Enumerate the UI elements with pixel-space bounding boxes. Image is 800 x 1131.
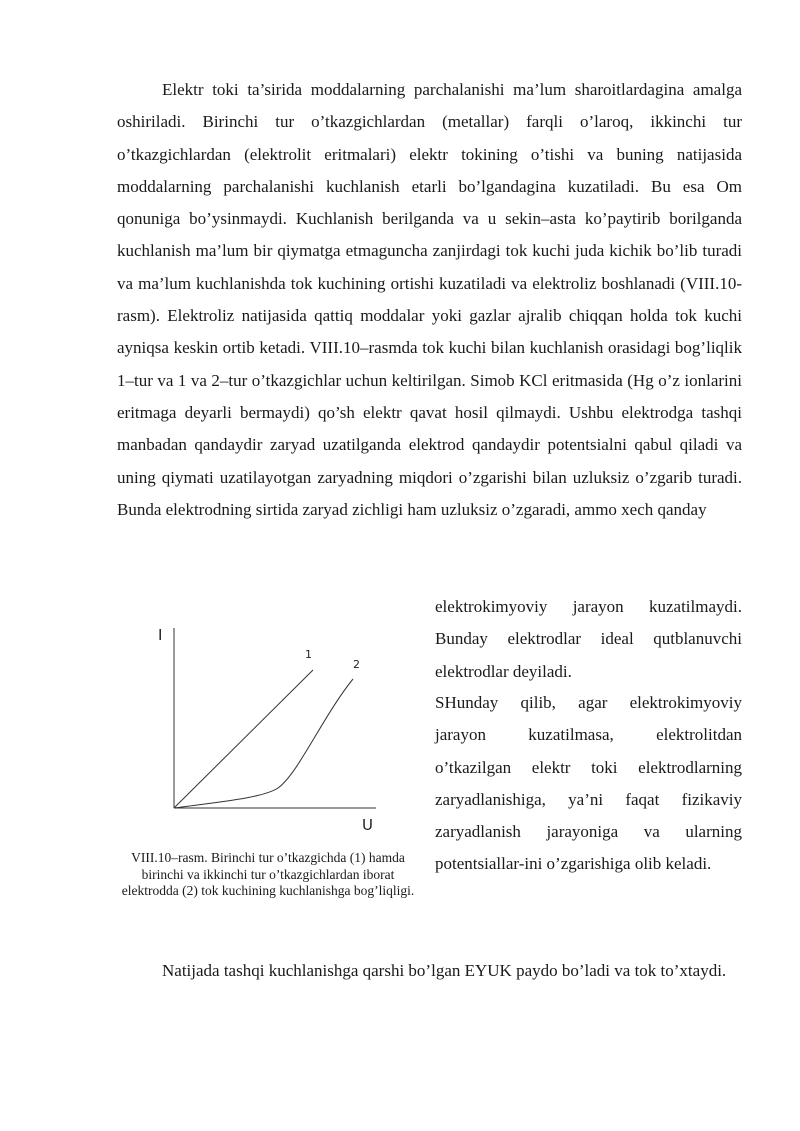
paragraph-intro: Elektr toki ta’sirida moddalarning parchalanishi ma’lum sharoitlardagina amalga oshiriladi. Birinchi tur o’tkazgichlardan (metallar) farqli o’laroq, ikkinchi tur o’tkazgichlardan (elektrolit eritmalari) elektr tokining o’tishi va buning natijasida moddalarning parchalanishi kuchlanish etarli bo’lgandagina kuzatiladi. Bu esa Om qonuniga bo’ysinmaydi. Kuchlanish berilganda va u sekin–asta ko’paytirib borilganda kuchlanish ma’lum bir qiymatga etmaguncha zanjirdagi tok kuchi juda kichik bo’lib turadi va ma’lum kuchlanishda tok kuchining ortishi kuzatiladi va elektroliz boshlanadi (VIII.10-rasm). Elektroliz natijasida qattiq moddalar yoki gazlar ajralib chiqqan holda tok kuchi ayniqsa keskin ortib ketadi. VIII.10–rasmda tok kuchi bilan kuchlanish orasidagi bog’liqlik 1–tur va 1 va 2–tur o’tkazgichlar uchun keltirilgan. Simob KCl eritmasida (Hg o’z ionlarini eritmaga deyarli bermaydi) qo’sh elektr qavat hosil qilmaydi. Ushbu elektrodga tashqi manbadan qandaydir zaryad uzatilganda elektrod qandaydir potentsialni qabul qiladi va uning qiymati uzatilayotgan zaryadning miqdori o’zgarishi bilan uzluksiz o’zgarib turadi. Bunda elektrodning sirtida zaryad zichligi ham uzluksiz o’zgaradi, ammo xech qanday [117, 80, 742, 519]
curve-1-label: 1 [305, 648, 312, 661]
paragraph-ideal-electrodes: elektrokimyoviy jarayon kuzatilmaydi. Bunday elektrodlar ideal qutblanuvchi elektrodlar deyiladi. [435, 597, 742, 681]
iu-graph [118, 616, 418, 846]
figure-viii-10 [118, 616, 418, 926]
curve-2-label: 2 [353, 658, 360, 671]
figure-caption: VIII.10–rasm. Birinchi tur o’tkazgichda (1) hamda birinchi va ikkinchi tur o’tkazgichlardan iborat elektrodda (2) tok kuchining kuchlanishga bog’liqligi. [121, 850, 415, 898]
curve-1 [174, 670, 313, 808]
y-axis-label: I [158, 626, 163, 644]
paragraph-conclusion: Natijada tashqi kuchlanishga qarshi bo’lgan EYUK paydo bo’ladi va tok to’xtaydi. [162, 961, 727, 980]
curve-2 [174, 679, 353, 808]
x-axis-label: U [362, 816, 373, 834]
paragraph-summary: SHunday qilib, agar elektrokimyoviy jarayon kuzatilmasa, elektrolitdan o’tkazilgan elektr toki elektrodlarning zaryadlanishiga, ya’ni faqat fizikaviy zaryadlanish jarayoniga va ularning potentsiallar-ini o’zgarishiga olib keladi. [435, 693, 742, 874]
